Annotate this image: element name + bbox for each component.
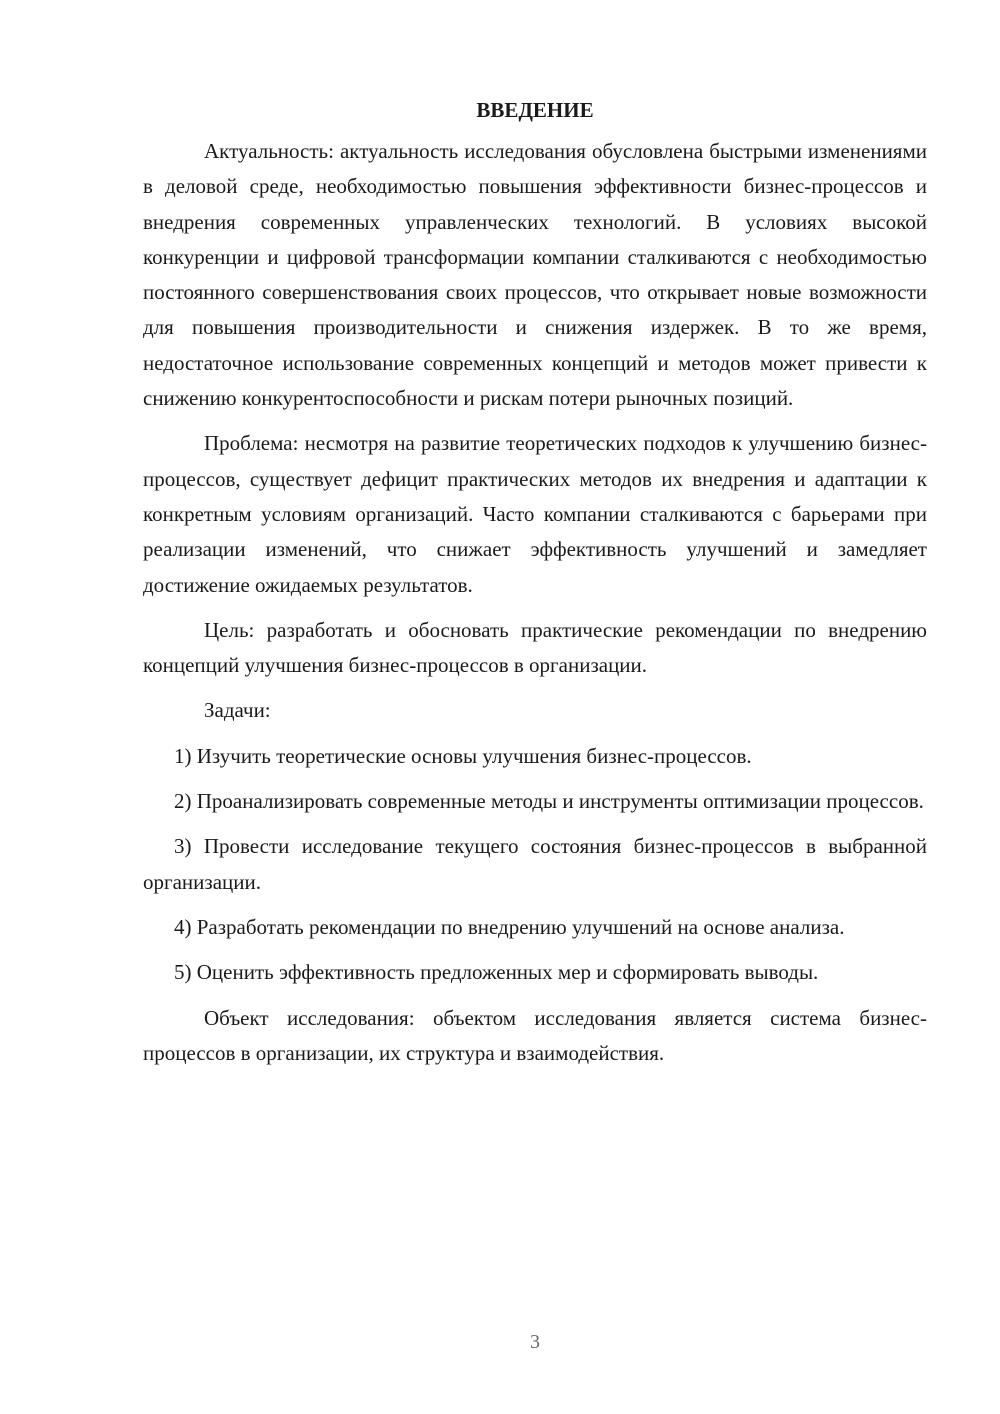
paragraph-problem: Проблема: несмотря на развитие теоретических подходов к улучшению бизнес-процессов, существует дефицит практических методов их внедрения и адаптации к конкретным условиям организаций. Часто компании сталкиваются с барьерами при реализации изменений, что снижает эффективность улучшений и замедляет достижение ожидаемых результатов. — [143, 431, 927, 597]
paragraph-goal: Цель: разработать и обосновать практические рекомендации по внедрению концепций улучшения бизнес-процессов в организации. — [143, 617, 927, 678]
page-number: 3 — [530, 1331, 540, 1353]
task-item: 2) Проанализировать современные методы и инструменты оптимизации процессов. — [174, 789, 924, 814]
paragraph-relevance: Актуальность: актуальность исследования обусловлена быстрыми изменениями в деловой среде, необходимостью повышения эффективности бизнес-процессов и внедрения современных управленческих технологий. В условиях высокой конкуренции и цифровой трансформации компании сталкиваются с необходимостью постоянного совершенствования своих процессов, что открывает новые возможности для повышения производительности и снижения издержек. В то же время, недостаточное использование современных концепций и методов может привести к снижению конкурентоспособности и рискам потери рыночных позиций. — [143, 139, 927, 411]
task-item: 5) Оценить эффективность предложенных мер и сформировать выводы. — [174, 960, 819, 985]
task-item: 1) Изучить теоретические основы улучшения бизнес-процессов. — [174, 743, 752, 768]
tasks-heading: Задачи: — [204, 698, 271, 723]
document-page — [143, 92, 927, 1071]
section-title: ВВЕДЕНИЕ — [476, 98, 594, 122]
task-item: 4) Разработать рекомендации по внедрению улучшений на основе анализа. — [174, 914, 845, 939]
paragraph-object: Объект исследования: объектом исследования является система бизнес-процессов в организации, их структура и взаимодействия. — [143, 1005, 927, 1065]
task-item: 3) Провести исследование текущего состояния бизнес-процессов в выбранной организации. — [143, 834, 927, 894]
